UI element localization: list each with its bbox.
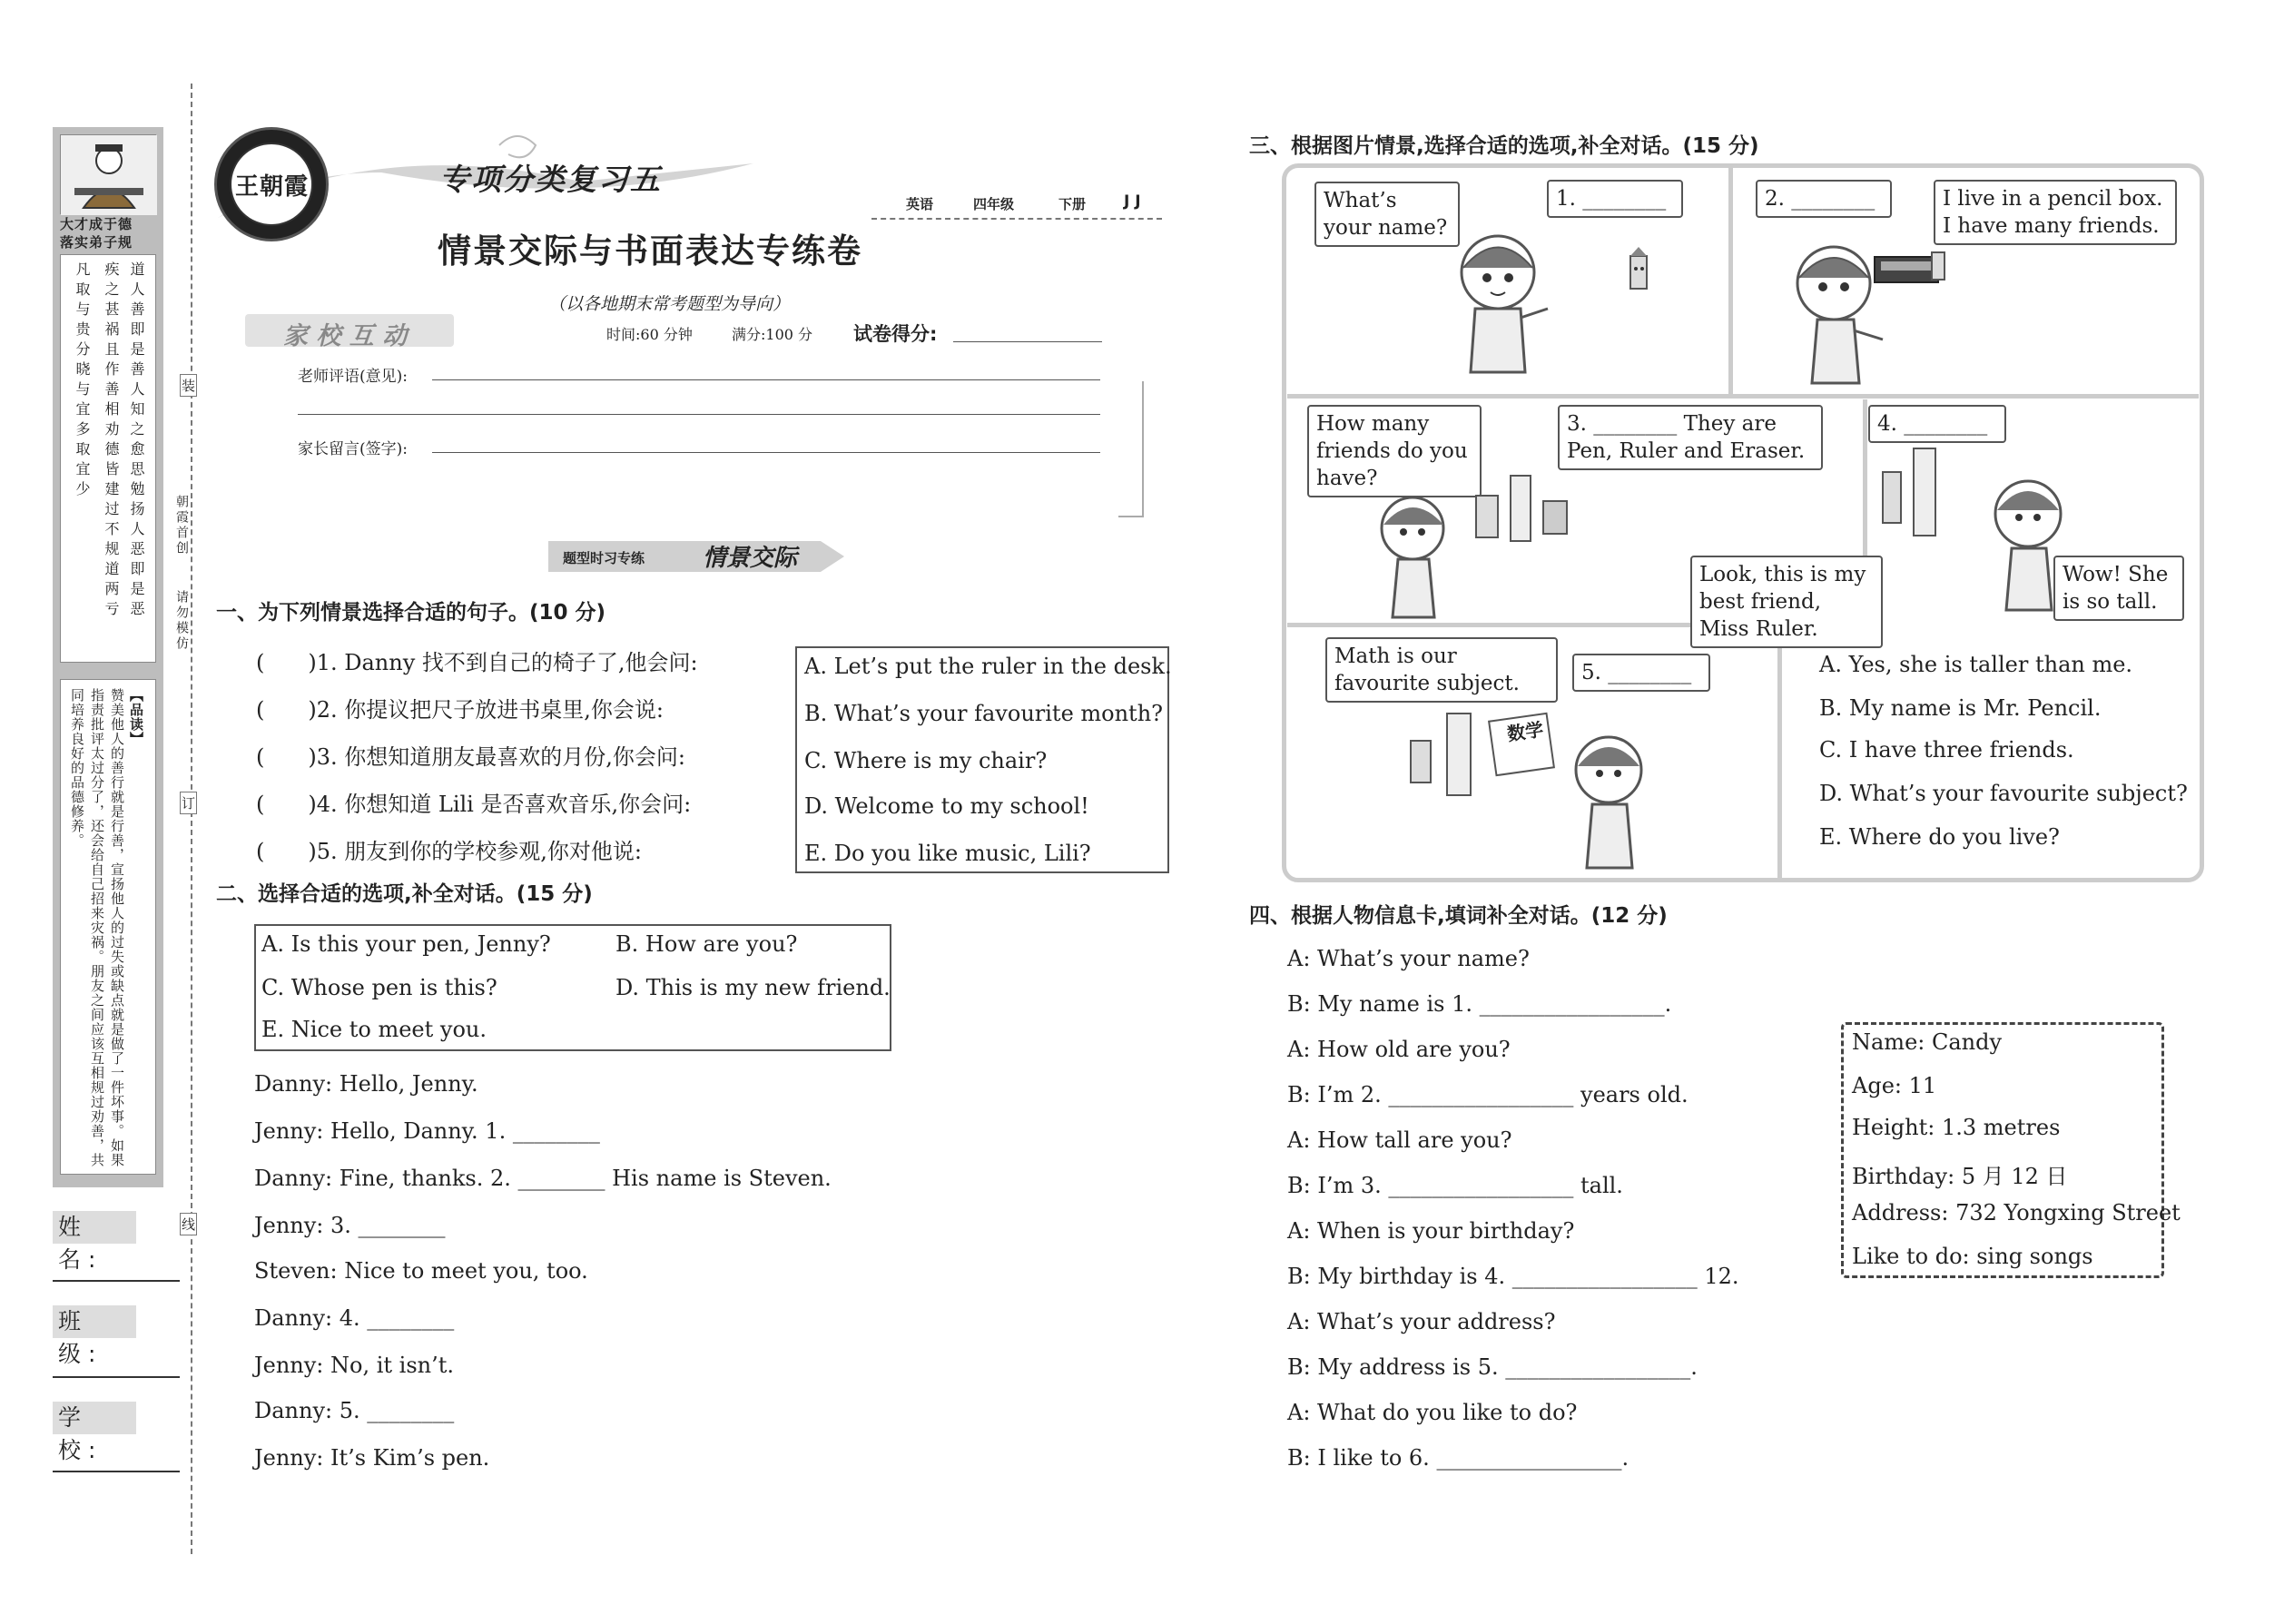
cut-mark-3: 线 — [180, 1213, 197, 1235]
logo-seal — [214, 127, 329, 241]
part2-option-d: D. This is my new friend. — [615, 975, 891, 1000]
part2-line-5: Steven: Nice to meet you, too. — [254, 1258, 588, 1284]
stationery-friends-icon — [1467, 468, 1594, 550]
part2-line-4[interactable]: Jenny: 3. ________ — [254, 1213, 446, 1238]
part2-option-b: B. How are you? — [615, 931, 798, 957]
full-score: 满分:100 分 — [732, 326, 813, 343]
part3-option-e: E. Where do you live? — [1819, 824, 2060, 850]
bubble-whats-your-name: What’s your name? — [1314, 182, 1460, 247]
part4-line-5: A: How tall are you? — [1287, 1127, 1512, 1153]
part1-item-5[interactable]: ( )5. 朋友到你的学校参观,你对他说: — [256, 839, 642, 864]
part2-line-3[interactable]: Danny: Fine, thanks. 2. ________ His name is Steven. — [254, 1166, 832, 1191]
teacher-comment-label: 老师评语(意见): — [298, 368, 408, 386]
title-rule — [871, 218, 1162, 220]
tag-volume: 下册 — [1058, 196, 1087, 212]
tag-subject: 英语 — [906, 196, 934, 212]
girl-smiling-icon — [1979, 465, 2079, 619]
bubble-blank-5[interactable]: 5. ________ — [1572, 654, 1710, 692]
parent-note-line[interactable] — [432, 452, 1100, 453]
panel-divider-v1 — [1728, 167, 1733, 394]
reading-title: 【品读】 — [128, 688, 144, 746]
scholar-figure-icon — [61, 135, 157, 215]
bubble-blank-2[interactable]: 2. ________ — [1756, 180, 1892, 218]
part3-option-c: C. I have three friends. — [1819, 737, 2074, 763]
part1-option-a: A. Let’s put the ruler in the desk. — [804, 654, 1172, 679]
bubble-how-many-friends: How many friends do you have? — [1307, 405, 1482, 497]
pencil-box-icon — [1870, 243, 1952, 289]
part2-option-a: A. Is this your pen, Jenny? — [261, 931, 551, 957]
part1-heading: 一、为下列情景选择合适的句子。(10 分) — [216, 601, 606, 625]
section-badge-small: 题型时习专练 — [563, 550, 645, 566]
verse-column-3: 凡取与贵分晓与宜多取宜少 — [74, 261, 91, 501]
part4-line-11: A: What do you like to do? — [1287, 1400, 1578, 1425]
panel-divider-v3 — [1777, 626, 1782, 881]
margin-note-2: 请勿模仿 — [174, 590, 189, 652]
series-title: 专项分类复习五 — [439, 162, 662, 197]
card-height: Height: 1.3 metres — [1852, 1115, 2061, 1140]
part2-line-7: Jenny: No, it isn’t. — [254, 1353, 455, 1378]
math-book-label: 数学 — [1505, 718, 1545, 745]
part4-line-6[interactable]: B: I’m 3. _________________ tall. — [1287, 1173, 1623, 1198]
part3-option-d: D. What’s your favourite subject? — [1819, 781, 2188, 806]
card-address: Address: 732 Yongxing Street — [1852, 1200, 2181, 1225]
part4-line-9: A: What’s your address? — [1287, 1309, 1556, 1334]
part1-option-b: B. What’s your favourite month? — [804, 701, 1164, 726]
part2-line-8[interactable]: Danny: 5. ________ — [254, 1398, 455, 1423]
cut-mark-1: 装 — [180, 374, 197, 397]
part2-line-2[interactable]: Jenny: Hello, Danny. 1. ________ — [254, 1118, 600, 1144]
name-label: 姓 名: — [53, 1211, 136, 1244]
score-label: 试卷得分: — [853, 323, 938, 345]
cut-mark-2: 订 — [180, 792, 197, 814]
bubble-blank-4[interactable]: 4. ________ — [1868, 405, 2006, 443]
bubble-best-friend: Look, this is my best friend, Miss Ruler. — [1690, 556, 1883, 648]
part1-item-4[interactable]: ( )4. 你想知道 Lili 是否喜欢音乐,你会问: — [256, 792, 692, 817]
part2-line-1: Danny: Hello, Jenny. — [254, 1071, 478, 1097]
part4-line-2[interactable]: B: My name is 1. _________________. — [1287, 991, 1672, 1017]
frame-right — [1118, 381, 1144, 517]
score-field[interactable] — [953, 341, 1102, 342]
margin-note-1: 朝霞首创 — [174, 495, 189, 556]
part2-option-e: E. Nice to meet you. — [261, 1017, 487, 1042]
part2-heading: 二、选择合适的选项,补全对话。(15 分) — [216, 882, 593, 906]
class-label: 班 级: — [53, 1305, 136, 1338]
teacher-comment-line-1[interactable] — [432, 379, 1100, 380]
teacher-comment-line-2[interactable] — [298, 414, 1100, 415]
panel-divider-h1 — [1287, 394, 2199, 399]
verse-column-1: 道人善即是善人知之愈思勉扬人恶即是恶 — [128, 261, 145, 621]
subtitle: （以各地期末常考题型为导向） — [548, 294, 791, 314]
part4-line-4[interactable]: B: I’m 2. _________________ years old. — [1287, 1082, 1689, 1107]
part4-line-3: A: How old are you? — [1287, 1037, 1511, 1062]
part1-option-e: E. Do you like music, Lili? — [804, 841, 1091, 866]
tag-grade: 四年级 — [973, 196, 1015, 212]
motto-bottom: 落实弟子规 — [60, 234, 133, 251]
parent-note-label: 家长留言(签字): — [298, 440, 408, 458]
panel-divider-h2 — [1287, 623, 1759, 627]
part1-option-c: C. Where is my chair? — [804, 748, 1048, 773]
part4-heading: 四、根据人物信息卡,填词补全对话。(12 分) — [1249, 904, 1668, 928]
name-field[interactable] — [53, 1280, 180, 1282]
part4-line-8[interactable]: B: My birthday is 4. _________________ 12. — [1287, 1264, 1739, 1289]
girl-listening-icon — [1560, 723, 1659, 877]
section-badge-big: 情景交际 — [703, 545, 798, 572]
bubble-math-subject: Math is our favourite subject. — [1325, 637, 1558, 703]
part1-item-1[interactable]: ( )1. Danny 找不到自己的椅子了,他会问: — [256, 650, 698, 675]
part4-line-12[interactable]: B: I like to 6. _________________. — [1287, 1445, 1629, 1471]
part1-item-3[interactable]: ( )3. 你想知道朋友最喜欢的月份,你会问: — [256, 744, 685, 770]
school-label: 学 校: — [53, 1402, 136, 1434]
verse-column-2: 疾之甚祸且作善相劝德皆建过不规道两亏 — [103, 261, 120, 621]
girl-asking-icon — [1365, 481, 1465, 626]
part3-option-b: B. My name is Mr. Pencil. — [1819, 695, 2102, 721]
pencil-character-icon — [1618, 247, 1659, 301]
card-birthday: Birthday: 5 月 12 日 — [1852, 1164, 2068, 1189]
cut-line — [191, 84, 192, 1554]
girl-figure-icon — [1443, 218, 1561, 390]
ruler-pencil-pair-icon — [1876, 445, 1952, 545]
class-field[interactable] — [53, 1376, 180, 1378]
part3-heading: 三、根据图片情景,选择合适的选项,补全对话。(15 分) — [1249, 134, 1759, 158]
part3-option-a: A. Yes, she is taller than me. — [1819, 652, 2133, 677]
tag-edition: J J — [1124, 192, 1141, 211]
part4-line-1: A: What’s your name? — [1287, 946, 1530, 971]
part1-item-2[interactable]: ( )2. 你提议把尺子放进书桌里,你会说: — [256, 697, 664, 723]
bubble-blank-3[interactable]: 3. ________ They are Pen, Ruler and Eraser. — [1558, 405, 1823, 470]
home-school-label: 家 校 互 动 — [283, 322, 408, 350]
part1-option-d: D. Welcome to my school! — [804, 793, 1089, 819]
part2-option-c: C. Whose pen is this? — [261, 975, 497, 1000]
bubble-pencil-box: I live in a pencil box. I have many friends. — [1934, 180, 2177, 245]
part4-line-10[interactable]: B: My address is 5. _________________. — [1287, 1354, 1698, 1380]
part2-line-9: Jenny: It’s Kim’s pen. — [254, 1445, 490, 1471]
info-card — [1841, 1022, 2164, 1278]
logo-text: 王朝霞 — [235, 173, 310, 201]
card-name: Name: Candy — [1852, 1029, 2003, 1055]
motto-top: 大才成于德 — [60, 216, 133, 232]
part4-line-7: A: When is your birthday? — [1287, 1218, 1575, 1244]
bubble-blank-1[interactable]: 1. ________ — [1547, 180, 1683, 218]
school-field[interactable] — [53, 1471, 180, 1472]
card-hobby: Like to do: sing songs — [1852, 1244, 2093, 1269]
bubble-so-tall: Wow! She is so tall. — [2053, 556, 2184, 621]
reading-text: 赞美他人的善行就是行善，宣扬他人的过失或缺点就是做了一件坏事。如果指责批评太过分了，还会给自己招来灾祸。朋友之间应该互相规过劝善，共同培养良好的品德修养。 — [69, 688, 125, 1167]
scholar-illustration — [60, 134, 156, 214]
exam-time: 时间:60 分钟 — [606, 326, 693, 343]
part2-line-6[interactable]: Danny: 4. ________ — [254, 1305, 455, 1331]
main-title: 情景交际与书面表达专练卷 — [438, 231, 862, 271]
card-age: Age: 11 — [1852, 1073, 1937, 1098]
